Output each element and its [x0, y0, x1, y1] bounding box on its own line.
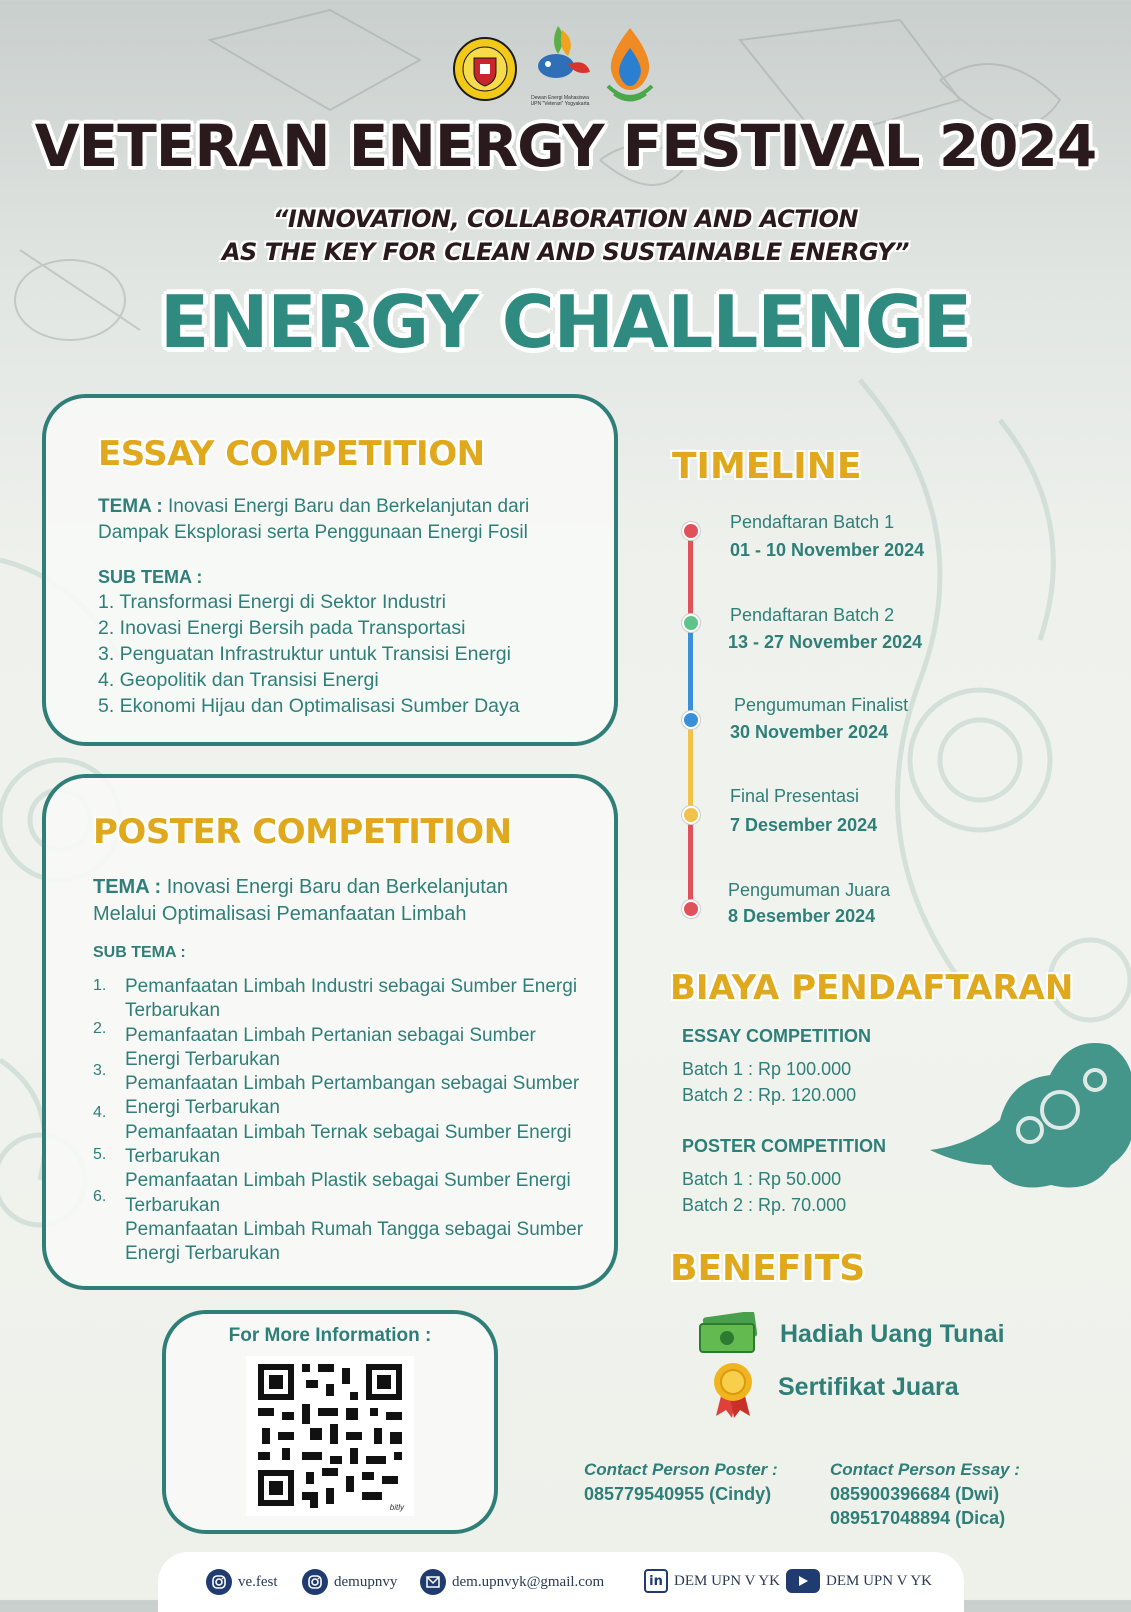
essay-title: ESSAY COMPETITION — [98, 434, 485, 474]
timeline-label: Pengumuman Juara — [728, 880, 891, 900]
list-number: 3. — [93, 1062, 107, 1079]
instagram-icon — [302, 1569, 328, 1595]
fees-poster — [682, 1166, 846, 1218]
footer-linkedin-label: DEM UPN V YK — [674, 1572, 780, 1589]
dem-caption-1: Dewan Energi Mahasiswa — [531, 95, 589, 101]
footer-youtube-label: DEM UPN V YK — [826, 1572, 932, 1589]
timeline-segment — [688, 530, 693, 622]
timeline-date: 01 - 10 November 2024 — [730, 540, 925, 560]
timeline-segment — [688, 622, 693, 718]
list-item: Pemanfaatan Limbah Ternak sebagai Sumber Energi Terbarukan — [125, 1121, 572, 1168]
footer-youtube[interactable] — [786, 1569, 932, 1593]
essay-tema-line-1: Inovasi Energi Baru dan Berkelanjutan dari — [162, 496, 530, 517]
dem-logo — [528, 24, 592, 107]
qr-code[interactable] — [246, 1356, 414, 1516]
info-label: For More Information : — [228, 1325, 432, 1346]
timeline-dot — [682, 614, 700, 632]
timeline-label: Pendaftaran Batch 2 — [730, 605, 895, 625]
essay-tema-line-2: Dampak Eksplorasi serta Penggunaan Energi Fosil — [98, 522, 528, 543]
benefits-title: BENEFITS — [670, 1248, 866, 1289]
poster-items — [125, 975, 595, 1267]
footer-instagram-2-label: demupnvy — [334, 1573, 398, 1590]
list-number: 4. — [93, 1104, 107, 1121]
timeline-title: TIMELINE — [672, 446, 862, 487]
list-item: Pemanfaatan Limbah Rumah Tangga sebagai Sumber Energi Terbarukan — [125, 1218, 584, 1265]
fees-essay — [682, 1056, 856, 1108]
festival-title: VETERAN ENERGY FESTIVAL 2024 — [34, 112, 1097, 180]
university-logo — [452, 36, 518, 107]
footer-instagram-1-label: ve.fest — [238, 1573, 278, 1590]
list-number: 2. — [93, 1020, 107, 1037]
timeline-segment — [688, 814, 693, 908]
energy-challenge-title: ENERGY CHALLENGE — [159, 280, 972, 364]
qr-brand: bitly — [389, 1503, 404, 1512]
essay-tema — [98, 494, 529, 546]
poster-tema — [93, 874, 508, 928]
fee-poster-batch-2: Batch 2 : Rp. 70.000 — [682, 1195, 847, 1215]
list-item: 3. Penguatan Infrastruktur untuk Transisi Energi — [98, 643, 511, 665]
timeline-dot — [682, 711, 700, 729]
timeline-label: Pendaftaran Batch 1 — [730, 512, 895, 532]
essay-tema-label: TEMA : — [98, 496, 163, 517]
poster-title: POSTER COMPETITION — [93, 812, 512, 852]
instagram-icon — [206, 1569, 232, 1595]
timeline-date: 8 Desember 2024 — [728, 906, 876, 926]
footer-email-label: dem.upnvyk@gmail.com — [452, 1573, 605, 1590]
list-item: 2. Inovasi Energi Bersih pada Transportasi — [98, 617, 466, 639]
youtube-icon — [786, 1569, 820, 1593]
timeline-label: Pengumuman Finalist — [734, 695, 909, 715]
fees-title: BIAYA PENDAFTARAN — [670, 968, 1074, 1008]
list-number: 6. — [93, 1188, 107, 1205]
poster-subtema-label: SUB TEMA : — [93, 944, 186, 961]
contact-poster-number: 085779540955 (Cindy) — [584, 1484, 772, 1504]
timeline-dot — [682, 900, 700, 918]
list-item: 1. Transformasi Energi di Sektor Industri — [98, 591, 446, 613]
list-number: 5. — [93, 1146, 107, 1163]
tagline-line-1: “INNOVATION, COLLABORATION AND ACTION — [272, 205, 859, 233]
timeline-date: 7 Desember 2024 — [730, 815, 878, 835]
energy-drop-logo — [600, 26, 660, 109]
footer-linkedin[interactable] — [644, 1569, 780, 1593]
footer-instagram-2[interactable] — [302, 1569, 397, 1595]
fee-essay-batch-2: Batch 2 : Rp. 120.000 — [682, 1085, 857, 1105]
fee-essay-batch-1: Batch 1 : Rp 100.000 — [682, 1059, 852, 1079]
list-item: 5. Ekonomi Hijau dan Optimalisasi Sumber Daya — [98, 695, 520, 717]
list-item: Pemanfaatan Limbah Pertambangan sebagai Sumber Energi Terbarukan — [125, 1073, 580, 1119]
timeline-label: Final Presentasi — [730, 786, 860, 806]
benefit-item: Hadiah Uang Tunai — [780, 1320, 1005, 1348]
essay-subtema-list — [98, 589, 520, 719]
timeline-date: 13 - 27 November 2024 — [728, 632, 923, 652]
fees-poster-label: POSTER COMPETITION — [682, 1136, 887, 1156]
list-item: 4. Geopolitik dan Transisi Energi — [98, 669, 379, 691]
benefit-item: Sertifikat Juara — [778, 1373, 959, 1401]
list-item: Pemanfaatan Limbah Pertanian sebagai Sumber Energi Terbarukan — [125, 1024, 536, 1070]
fee-poster-batch-1: Batch 1 : Rp 50.000 — [682, 1169, 842, 1189]
fees-essay-label: ESSAY COMPETITION — [682, 1026, 872, 1046]
tagline-line-2: AS THE KEY FOR CLEAN AND SUSTAINABLE ENERGY” — [221, 238, 910, 266]
timeline-dot — [682, 806, 700, 824]
timeline-date: 30 November 2024 — [730, 722, 889, 742]
list-item: Pemanfaatan Limbah Industri sebagai Sumber Energi Terbarukan — [125, 976, 578, 1022]
linkedin-icon: in — [644, 1569, 668, 1593]
email-icon — [420, 1569, 446, 1595]
contact-essay-label: Contact Person Essay : — [830, 1460, 1020, 1479]
contact-essay-number-2: 089517048894 (Dica) — [830, 1508, 1006, 1528]
footer-instagram-1[interactable] — [206, 1569, 278, 1595]
contact-essay-number-1: 085900396684 (Dwi) — [830, 1484, 1000, 1504]
timeline-segment — [688, 718, 693, 814]
award-ribbon-icon — [712, 1362, 754, 1423]
money-icon — [698, 1312, 760, 1359]
contact-poster-label: Contact Person Poster : — [584, 1460, 778, 1479]
poster-tema-line-2: Melalui Optimalisasi Pemanfaatan Limbah — [93, 903, 467, 925]
poster-tema-line-1: Inovasi Energi Baru dan Berkelanjutan — [161, 876, 509, 898]
list-number: 1. — [93, 977, 107, 994]
footer-email[interactable] — [420, 1569, 604, 1595]
dem-caption-2: UPN "Veteran" Yogyakarta — [530, 101, 590, 107]
timeline-dot — [682, 522, 700, 540]
poster-tema-label: TEMA : — [93, 876, 162, 898]
essay-subtema-label: SUB TEMA : — [98, 567, 203, 587]
list-item: Pemanfaatan Limbah Plastik sebagai Sumber Energi Terbarukan — [125, 1170, 571, 1216]
